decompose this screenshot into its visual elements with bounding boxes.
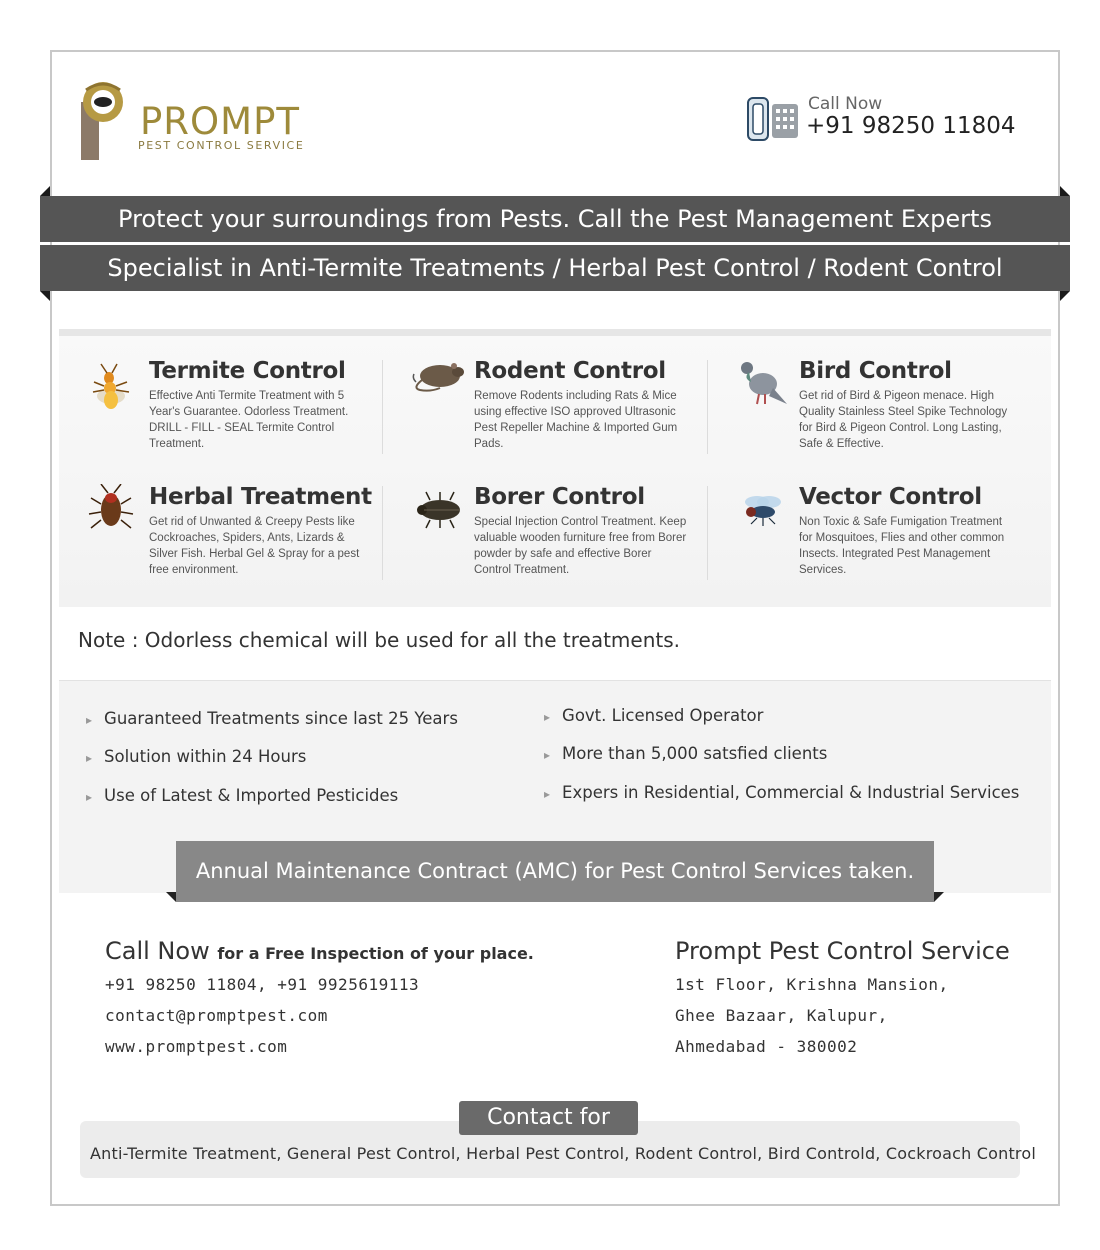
feature-label: Guaranteed Treatments since last 25 Years <box>104 709 458 728</box>
ribbon-fold <box>1060 186 1070 196</box>
ribbon-fold <box>40 186 50 196</box>
call-now-number[interactable]: +91 98250 11804 <box>806 113 1016 139</box>
service-bird-control <box>735 358 1050 468</box>
contact-heading <box>105 937 534 965</box>
phone-icon <box>746 94 800 142</box>
feature-item <box>544 744 827 763</box>
divider <box>707 486 708 580</box>
feature-item <box>544 783 1019 802</box>
contact-heading-main: Call Now <box>105 937 210 965</box>
service-description: Special Injection Control Treatment. Keep valuable wooden furniture free from Borer powder by safe and effective Borer Control Treatment. <box>474 516 687 576</box>
arrow-icon: ▸ <box>544 747 551 762</box>
service-description: Effective Anti Termite Treatment with 5 Year's Guarantee. Odorless Treatment. DRILL - FILL - SEAL Termite Control Treatment. <box>149 390 349 450</box>
feature-label: Govt. Licensed Operator <box>562 706 764 725</box>
cockroach-icon <box>85 484 147 546</box>
service-title: Rodent Control <box>474 358 666 384</box>
service-description: Remove Rodents including Rats & Mice using effective ISO approved Ultrasonic Pest Repeller Machine & Imported Gum Pads. <box>474 390 678 450</box>
service-description: Get rid of Bird & Pigeon menace. High Quality Stainless Steel Spike Technology for Bird & Pigeon Control. Long Lasting, Safe & Effective. <box>799 390 1008 450</box>
address-line: Ahmedabad - 380002 <box>675 1037 858 1056</box>
amc-banner: Annual Maintenance Contract (AMC) for Pest Control Services taken. <box>176 841 934 902</box>
contact-phones[interactable]: +91 98250 11804, +91 9925619113 <box>105 975 420 994</box>
service-title: Termite Control <box>149 358 346 384</box>
service-vector-control <box>735 484 1050 594</box>
banner-line-2: Specialist in Anti-Termite Treatments / Herbal Pest Control / Rodent Control <box>40 245 1070 291</box>
service-title: Bird Control <box>799 358 952 384</box>
termite-icon <box>85 358 147 420</box>
feature-label: Solution within 24 Hours <box>104 747 307 766</box>
feature-item <box>86 709 458 728</box>
fly-icon <box>735 484 797 546</box>
ribbon-fold <box>40 291 50 301</box>
contact-email-link[interactable]: contact@promptpest.com <box>105 1006 328 1025</box>
arrow-icon: ▸ <box>86 712 93 727</box>
arrow-icon: ▸ <box>86 789 93 804</box>
ribbon-fold <box>1060 291 1070 301</box>
ribbon-fold <box>934 892 944 902</box>
divider <box>382 486 383 580</box>
contact-for-services: Anti-Termite Treatment, General Pest Control, Herbal Pest Control, Rodent Control, Bird Controld, Cockroach Control <box>90 1144 1036 1163</box>
divider <box>707 360 708 454</box>
service-description: Non Toxic & Safe Fumigation Treatment for Mosquitoes, Flies and other common Insects. Integrated Pest Management Services. <box>799 516 1005 576</box>
feature-label: Use of Latest & Imported Pesticides <box>104 786 399 805</box>
arrow-icon: ▸ <box>86 750 93 765</box>
call-now-label: Call Now <box>808 94 883 114</box>
contact-website-link[interactable]: www.promptpest.com <box>105 1037 288 1056</box>
rat-icon <box>410 358 472 420</box>
note-text: Note : Odorless chemical will be used for all the treatments. <box>78 628 681 652</box>
service-description: Get rid of Unwanted & Creepy Pests like Cockroaches, Spiders, Ants, Lizards & Silver Fish. Herbal Gel & Spray for a pest free environment. <box>149 516 360 576</box>
beetle-icon <box>410 484 472 546</box>
brand-name: PROMPT <box>140 100 300 143</box>
contact-heading-sub: for a Free Inspection of your place. <box>217 944 534 963</box>
arrow-icon: ▸ <box>544 786 551 801</box>
feature-item <box>86 786 398 805</box>
service-herbal-treatment <box>85 484 400 594</box>
service-rodent-control <box>410 358 725 468</box>
banner-line-1: Protect your surroundings from Pests. Call the Pest Management Experts <box>40 196 1070 242</box>
pigeon-icon <box>735 358 797 420</box>
service-title: Herbal Treatment <box>149 484 372 510</box>
service-title: Vector Control <box>799 484 982 510</box>
service-borer-control <box>410 484 725 594</box>
address-line: 1st Floor, Krishna Mansion, <box>675 975 949 994</box>
arrow-icon: ▸ <box>544 709 551 724</box>
service-title: Borer Control <box>474 484 645 510</box>
contact-for-label: Contact for <box>459 1101 638 1135</box>
feature-label: Expers in Residential, Commercial & Industrial Services <box>562 783 1020 802</box>
brand-tagline: PEST CONTROL SERVICE <box>138 139 305 152</box>
company-name: Prompt Pest Control Service <box>675 937 1010 965</box>
divider <box>382 360 383 454</box>
feature-item <box>544 706 763 725</box>
feature-label: More than 5,000 satsfied clients <box>562 744 828 763</box>
ribbon-fold <box>166 892 176 902</box>
service-termite-control <box>85 358 400 468</box>
address-line: Ghee Bazaar, Kalupur, <box>675 1006 888 1025</box>
feature-item <box>86 747 306 766</box>
